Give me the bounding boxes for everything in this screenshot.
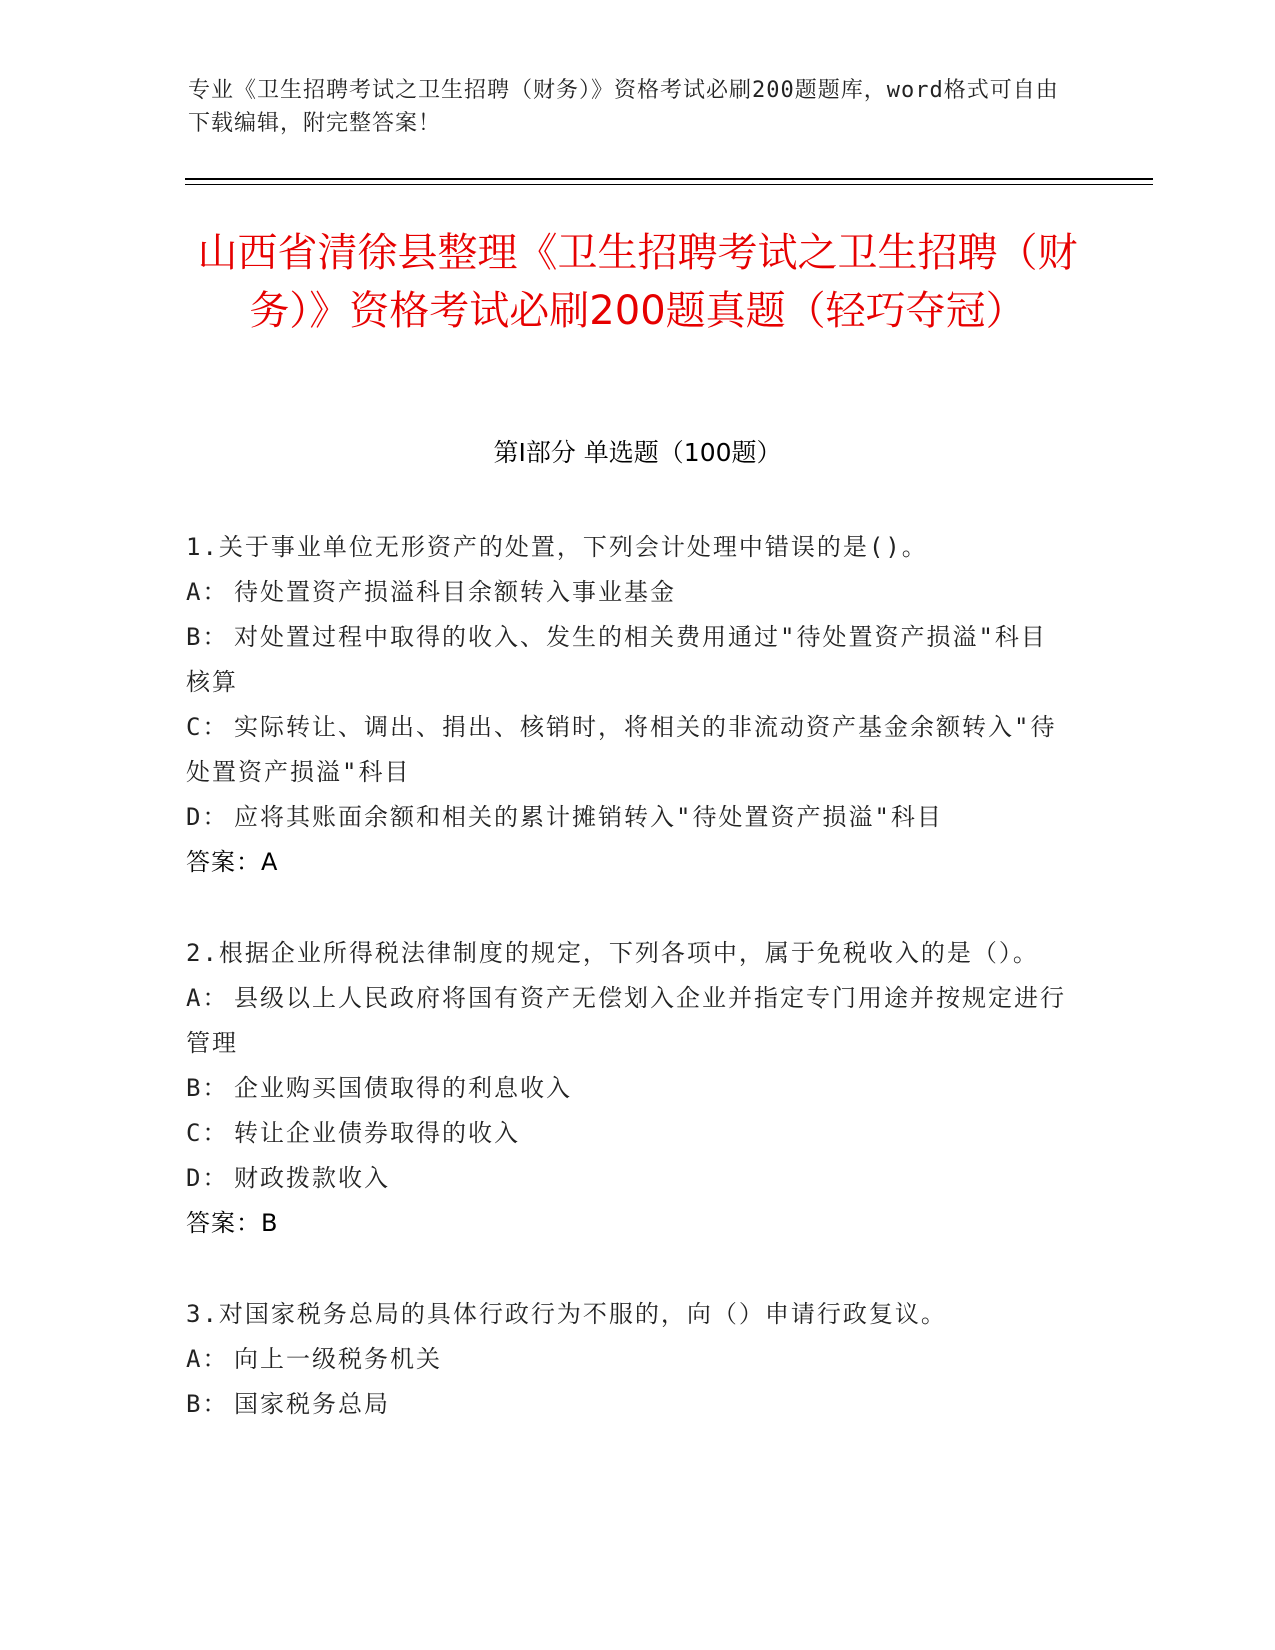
option-key: A：	[186, 578, 229, 606]
option-text: 对处置过程中取得的收入、发生的相关费用通过"待处置资产损溢"科目核算	[186, 623, 1047, 696]
question-stem: 3.对国家税务总局的具体行政行为不服的，向（）申请行政复议。	[186, 1300, 947, 1328]
question-stem: 1.关于事业单位无形资产的处置，下列会计处理中错误的是()。	[186, 533, 928, 561]
option-key: B：	[186, 1390, 229, 1418]
option-key: D：	[186, 1164, 229, 1192]
option-a	[186, 1337, 1071, 1382]
option-a	[186, 570, 1071, 615]
option-text: 国家税务总局	[234, 1390, 390, 1418]
option-text: 待处置资产损溢科目余额转入事业基金	[234, 578, 676, 606]
question-2	[186, 931, 1071, 1246]
option-key: B：	[186, 1074, 229, 1102]
option-text: 转让企业债券取得的收入	[234, 1119, 520, 1147]
option-text: 实际转让、调出、捐出、核销时，将相关的非流动资产基金余额转入"待处置资产损溢"科目	[186, 713, 1057, 786]
header-divider-thin	[185, 184, 1153, 185]
question-list	[186, 525, 1071, 1473]
header-note: 专业《卫生招聘考试之卫生招聘（财务）》资格考试必刷200题题库，word格式可自由下载编辑，附完整答案！	[188, 78, 1059, 136]
answer-value: B	[261, 1209, 279, 1237]
option-text: 企业购买国债取得的利息收入	[234, 1074, 572, 1102]
option-key: A：	[186, 1345, 229, 1373]
option-a	[186, 976, 1071, 1066]
option-key: C：	[186, 1119, 229, 1147]
option-key: B：	[186, 623, 229, 651]
section-heading: 第Ⅰ部分 单选题（100题）	[493, 438, 782, 467]
header-divider-thick	[185, 178, 1153, 180]
option-text: 向上一级税务机关	[234, 1345, 442, 1373]
question-3	[186, 1292, 1071, 1427]
answer-line	[186, 840, 1071, 885]
answer-label: 答案：	[186, 1209, 261, 1237]
option-b	[186, 1382, 1071, 1427]
option-b	[186, 1066, 1071, 1111]
answer-label: 答案：	[186, 848, 261, 876]
option-b	[186, 615, 1071, 705]
option-c	[186, 1111, 1071, 1156]
option-text: 财政拨款收入	[234, 1164, 390, 1192]
option-d	[186, 1156, 1071, 1201]
option-key: C：	[186, 713, 229, 741]
option-key: D：	[186, 803, 229, 831]
option-c	[186, 705, 1071, 795]
document-title: 山西省清徐县整理《卫生招聘考试之卫生招聘（财务）》资格考试必刷200题真题（轻巧夺冠）	[197, 230, 1078, 334]
option-key: A：	[186, 984, 229, 1012]
answer-value: A	[261, 848, 279, 876]
option-text: 县级以上人民政府将国有资产无偿划入企业并指定专门用途并按规定进行管理	[186, 984, 1066, 1057]
option-text: 应将其账面余额和相关的累计摊销转入"待处置资产损溢"科目	[234, 803, 943, 831]
answer-line	[186, 1201, 1071, 1246]
question-1	[186, 525, 1071, 885]
question-stem: 2.根据企业所得税法律制度的规定，下列各项中，属于免税收入的是（）。	[186, 939, 1039, 967]
option-d	[186, 795, 1071, 840]
